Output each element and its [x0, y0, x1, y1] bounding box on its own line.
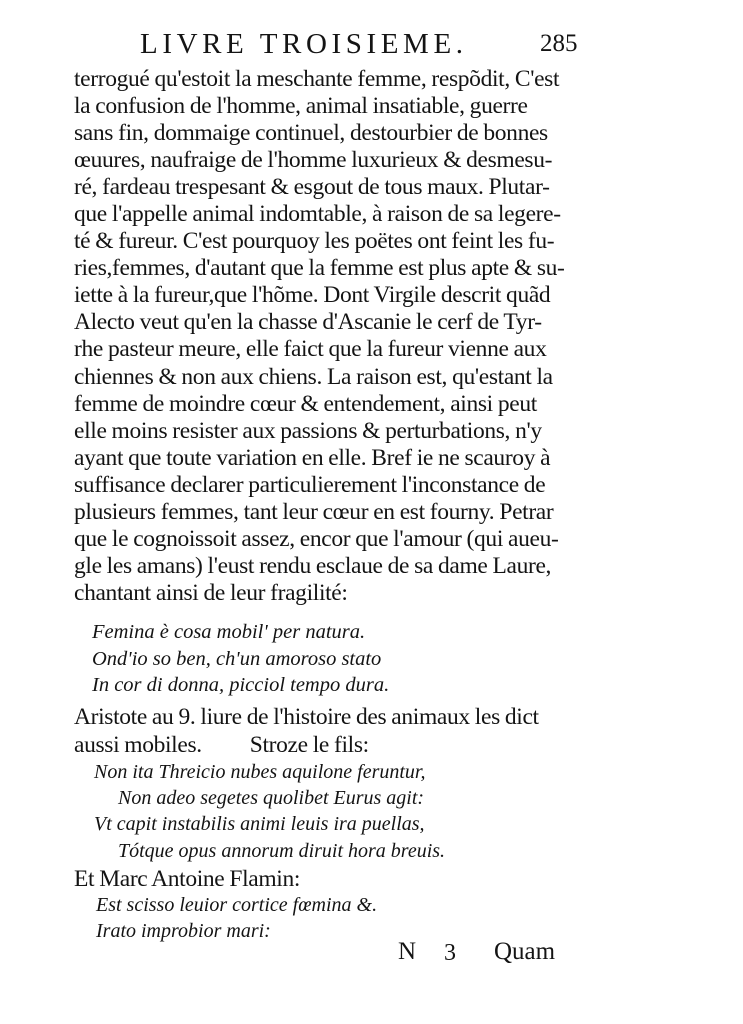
text-line: suffisance declarer particulierement l'inconstance de: [74, 471, 546, 498]
verse-line: Femina è cosa mobil' per natura.: [92, 621, 366, 643]
page-number: 285: [540, 30, 578, 57]
verse-line: Non ita Threicio nubes aquilone feruntur,: [94, 761, 426, 783]
verse-line: Non adeo segetes quolibet Eurus agit:: [118, 787, 425, 810]
text-line: Et Marc Antoine Flamin:: [74, 866, 301, 892]
text-line: ayant que toute variation en elle. Bref ie ne scauroy à: [74, 444, 551, 471]
text-line: plusieurs femmes, tant leur cœur en est fourny. Petrar: [74, 498, 554, 525]
petrarch-verse: [92, 619, 389, 699]
text-line: chantant ainsi de leur fragilité:: [74, 579, 348, 606]
text-line: elle moins resister aux passions & perturbations, n'y: [74, 417, 542, 444]
text-line: [74, 731, 564, 759]
stroze-attribution: Stroze le fils:: [249, 732, 369, 758]
text-line: que le cognoissoit assez, encor que l'amour (qui aueu-: [74, 525, 559, 552]
text-line: que l'appelle animal indomtable, à raison de sa legere-: [74, 201, 561, 228]
text-line: sans fin, dommaige continuel, destourbier de bonnes: [74, 120, 548, 147]
text-fragment: aussi mobiles.: [74, 732, 202, 758]
text-line: femme de moindre cœur & entendement, ainsi peut: [74, 390, 537, 417]
text-line: gle les amans) l'eust rendu esclaue de sa dame Laure,: [74, 552, 552, 579]
text-line: ré, fardeau trespesant & esgout de tous maux. Plutar-: [74, 174, 550, 201]
running-title: LIVRE TROISIEME.: [140, 28, 468, 60]
verse-line: In cor di donna, picciol tempo dura.: [92, 674, 390, 696]
text-line: la confusion de l'homme, animal insatiable, guerre: [74, 93, 528, 120]
catchword: Quam: [494, 938, 556, 965]
page-header: [0, 24, 743, 64]
verse-line: Tótque opus annorum diruit hora breuis.: [118, 839, 446, 862]
text-line: chiennes & non aux chiens. La raison est, qu'estant la: [74, 363, 553, 390]
text-line: terrogué qu'estoit la meschante femme, respõdit, C'est: [74, 66, 560, 92]
stroze-verse: [94, 759, 445, 864]
verse-line: Vt capit instabilis animi leuis ira puellas,: [94, 813, 425, 836]
verse-line: Est scisso leuior cortice fœmina &.: [96, 894, 378, 916]
text-line: iette à la fureur,que l'hõme. Dont Virgile descrit quãd: [74, 282, 551, 309]
body-text: [74, 66, 564, 607]
text-line: œuures, naufraige de l'homme luxurieux & desmesu-: [74, 147, 553, 174]
text-line: té & fureur. C'est pourquoy les poëtes ont feint les fu-: [74, 228, 555, 255]
signature-number: 3: [444, 940, 456, 966]
page-footer: [0, 936, 743, 976]
verse-line: Irato improbior mari:: [96, 920, 271, 942]
verse-line: Ond'io so ben, ch'un amoroso stato: [92, 647, 382, 670]
text-line: Aristote au 9. liure de l'histoire des animaux les dict: [74, 704, 539, 730]
text-line: Alecto veut qu'en la chasse d'Ascanie le cerf de Tyr-: [74, 309, 542, 336]
signature-mark: N: [398, 938, 417, 965]
text-line: rhe pasteur meure, elle faict que la fureur vienne aux: [74, 336, 547, 363]
aristote-paragraph: [74, 703, 564, 759]
text-line: ries,femmes, d'autant que la femme est plus apte & su-: [74, 255, 565, 282]
flamin-intro: [74, 866, 300, 893]
